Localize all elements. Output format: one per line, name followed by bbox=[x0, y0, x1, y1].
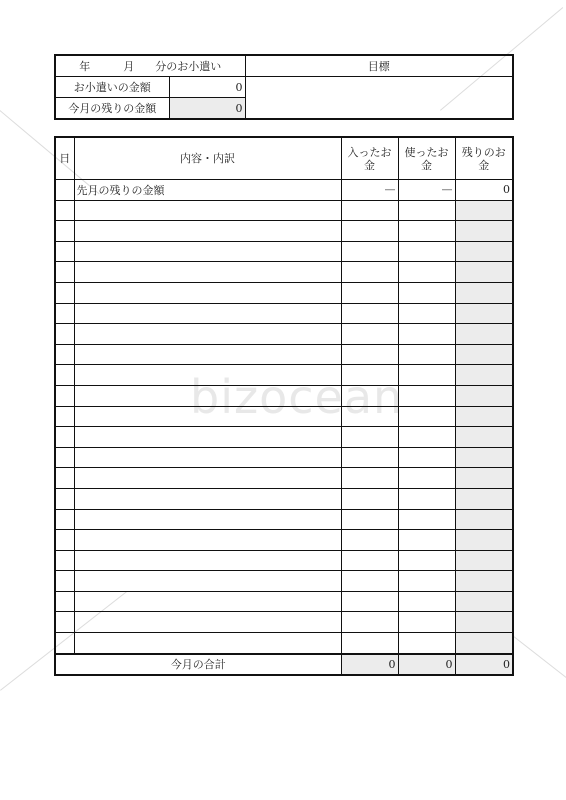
desc-cell[interactable]: 先月の残りの金額 bbox=[74, 180, 341, 201]
day-cell[interactable] bbox=[55, 488, 74, 509]
day-cell[interactable] bbox=[55, 427, 74, 448]
out-cell[interactable] bbox=[398, 488, 455, 509]
in-cell[interactable] bbox=[341, 241, 398, 262]
table-row bbox=[55, 221, 513, 242]
desc-cell[interactable] bbox=[74, 262, 341, 283]
year-label: 年 bbox=[79, 60, 91, 73]
in-cell[interactable] bbox=[341, 488, 398, 509]
out-cell[interactable] bbox=[398, 324, 455, 345]
in-cell[interactable] bbox=[341, 324, 398, 345]
desc-cell[interactable] bbox=[74, 365, 341, 386]
table-row bbox=[55, 180, 513, 201]
table-row bbox=[55, 324, 513, 345]
table-row bbox=[55, 488, 513, 509]
out-cell[interactable] bbox=[398, 530, 455, 551]
rest-cell bbox=[455, 468, 513, 489]
table-row bbox=[55, 282, 513, 303]
day-cell[interactable] bbox=[55, 591, 74, 612]
in-cell[interactable] bbox=[341, 550, 398, 571]
goal-input[interactable] bbox=[245, 77, 513, 120]
remaining-label: 今月の残りの金額 bbox=[55, 98, 169, 120]
total-out: 0 bbox=[398, 654, 455, 675]
in-cell[interactable] bbox=[341, 468, 398, 489]
rest-cell bbox=[455, 612, 513, 633]
desc-cell[interactable] bbox=[74, 303, 341, 324]
table-row bbox=[55, 200, 513, 221]
day-cell[interactable] bbox=[55, 530, 74, 551]
out-cell[interactable] bbox=[398, 344, 455, 365]
total-rest: 0 bbox=[455, 654, 513, 675]
in-cell[interactable] bbox=[341, 221, 398, 242]
desc-cell[interactable] bbox=[74, 488, 341, 509]
table-row bbox=[55, 550, 513, 571]
out-cell[interactable] bbox=[398, 282, 455, 303]
rest-cell bbox=[455, 571, 513, 592]
table-row bbox=[55, 612, 513, 633]
col-day-header: 日 bbox=[55, 137, 74, 180]
in-cell[interactable] bbox=[341, 262, 398, 283]
col-desc-header: 内容・内訳 bbox=[74, 137, 341, 180]
day-cell[interactable] bbox=[55, 262, 74, 283]
col-rest-line2: 金 bbox=[478, 158, 490, 172]
out-cell: — bbox=[398, 180, 455, 201]
summary-table bbox=[54, 54, 514, 120]
rest-cell bbox=[455, 427, 513, 448]
day-cell[interactable] bbox=[55, 303, 74, 324]
col-out-line1: 使ったお bbox=[404, 145, 449, 159]
desc-cell[interactable] bbox=[74, 385, 341, 406]
in-cell: — bbox=[341, 180, 398, 201]
col-in-line2: 金 bbox=[364, 158, 375, 172]
table-row bbox=[55, 303, 513, 324]
desc-cell[interactable] bbox=[74, 468, 341, 489]
in-cell[interactable] bbox=[341, 633, 398, 654]
col-out-line2: 金 bbox=[421, 158, 432, 172]
table-row bbox=[55, 365, 513, 386]
in-cell[interactable] bbox=[341, 385, 398, 406]
out-cell[interactable] bbox=[398, 241, 455, 262]
col-rest-header bbox=[455, 137, 513, 180]
day-cell[interactable] bbox=[55, 447, 74, 468]
ledger-header-row bbox=[55, 137, 513, 180]
desc-cell[interactable] bbox=[74, 221, 341, 242]
rest-cell bbox=[455, 406, 513, 427]
rest-cell bbox=[455, 262, 513, 283]
allowance-value[interactable]: 0 bbox=[169, 77, 245, 98]
day-cell[interactable] bbox=[55, 550, 74, 571]
table-row bbox=[55, 406, 513, 427]
table-row bbox=[55, 344, 513, 365]
day-cell[interactable] bbox=[55, 633, 74, 654]
desc-cell[interactable] bbox=[74, 241, 341, 262]
table-row bbox=[55, 241, 513, 262]
day-cell[interactable] bbox=[55, 571, 74, 592]
table-row bbox=[55, 591, 513, 612]
table-row bbox=[55, 633, 513, 654]
out-cell[interactable] bbox=[398, 509, 455, 530]
day-cell[interactable] bbox=[55, 365, 74, 386]
out-cell[interactable] bbox=[398, 612, 455, 633]
table-row bbox=[55, 571, 513, 592]
in-cell[interactable] bbox=[341, 344, 398, 365]
desc-cell[interactable] bbox=[74, 550, 341, 571]
rest-cell bbox=[455, 488, 513, 509]
in-cell[interactable] bbox=[341, 427, 398, 448]
rest-cell bbox=[455, 530, 513, 551]
table-row bbox=[55, 262, 513, 283]
out-cell[interactable] bbox=[398, 385, 455, 406]
day-cell[interactable] bbox=[55, 468, 74, 489]
in-cell[interactable] bbox=[341, 571, 398, 592]
out-cell[interactable] bbox=[398, 550, 455, 571]
out-cell[interactable] bbox=[398, 427, 455, 448]
ledger-table bbox=[54, 136, 514, 676]
allowance-label: お小遣いの金額 bbox=[55, 77, 169, 98]
day-cell[interactable] bbox=[55, 509, 74, 530]
in-cell[interactable] bbox=[341, 282, 398, 303]
table-row bbox=[55, 385, 513, 406]
col-in-header bbox=[341, 137, 398, 180]
table-row bbox=[55, 530, 513, 551]
day-cell[interactable] bbox=[55, 180, 74, 201]
in-cell[interactable] bbox=[341, 591, 398, 612]
desc-cell[interactable] bbox=[74, 324, 341, 345]
rest-cell bbox=[455, 221, 513, 242]
rest-cell bbox=[455, 241, 513, 262]
out-cell[interactable] bbox=[398, 633, 455, 654]
day-cell[interactable] bbox=[55, 200, 74, 221]
in-cell[interactable] bbox=[341, 447, 398, 468]
desc-cell[interactable] bbox=[74, 200, 341, 221]
rest-cell bbox=[455, 591, 513, 612]
watermark-text: bizocean bbox=[190, 370, 404, 424]
rest-cell bbox=[455, 324, 513, 345]
rest-cell[interactable]: 0 bbox=[455, 180, 513, 201]
col-in-line1: 入ったお bbox=[347, 145, 392, 159]
goal-header: 目標 bbox=[245, 55, 513, 77]
in-cell[interactable] bbox=[341, 365, 398, 386]
out-cell[interactable] bbox=[398, 200, 455, 221]
desc-cell[interactable] bbox=[74, 344, 341, 365]
remaining-value: 0 bbox=[169, 98, 245, 120]
in-cell[interactable] bbox=[341, 406, 398, 427]
day-cell[interactable] bbox=[55, 282, 74, 303]
rest-cell bbox=[455, 303, 513, 324]
rest-cell bbox=[455, 633, 513, 654]
out-cell[interactable] bbox=[398, 221, 455, 242]
out-cell[interactable] bbox=[398, 262, 455, 283]
desc-cell[interactable] bbox=[74, 447, 341, 468]
in-cell[interactable] bbox=[341, 200, 398, 221]
in-cell[interactable] bbox=[341, 303, 398, 324]
desc-cell[interactable] bbox=[74, 509, 341, 530]
day-cell[interactable] bbox=[55, 344, 74, 365]
rest-cell bbox=[455, 282, 513, 303]
rest-cell bbox=[455, 550, 513, 571]
rest-cell bbox=[455, 200, 513, 221]
day-cell[interactable] bbox=[55, 324, 74, 345]
desc-cell[interactable] bbox=[74, 427, 341, 448]
day-cell[interactable] bbox=[55, 221, 74, 242]
desc-cell[interactable] bbox=[74, 282, 341, 303]
title-suffix: 分のお小遣い bbox=[155, 60, 222, 73]
desc-cell[interactable] bbox=[74, 530, 341, 551]
table-row bbox=[55, 447, 513, 468]
out-cell[interactable] bbox=[398, 591, 455, 612]
rest-cell bbox=[455, 365, 513, 386]
desc-cell[interactable] bbox=[74, 591, 341, 612]
in-cell[interactable] bbox=[341, 530, 398, 551]
total-label: 今月の合計 bbox=[55, 654, 341, 675]
rest-cell bbox=[455, 344, 513, 365]
rest-cell bbox=[455, 447, 513, 468]
desc-cell[interactable] bbox=[74, 612, 341, 633]
out-cell[interactable] bbox=[398, 447, 455, 468]
table-row bbox=[55, 468, 513, 489]
day-cell[interactable] bbox=[55, 385, 74, 406]
out-cell[interactable] bbox=[398, 365, 455, 386]
col-out-header bbox=[398, 137, 455, 180]
in-cell[interactable] bbox=[341, 612, 398, 633]
rest-cell bbox=[455, 385, 513, 406]
month-title-cell[interactable] bbox=[55, 55, 245, 77]
col-rest-line1: 残りのお bbox=[461, 145, 506, 159]
out-cell[interactable] bbox=[398, 406, 455, 427]
out-cell[interactable] bbox=[398, 571, 455, 592]
out-cell[interactable] bbox=[398, 468, 455, 489]
rest-cell bbox=[455, 509, 513, 530]
month-label: 月 bbox=[123, 60, 135, 73]
desc-cell[interactable] bbox=[74, 406, 341, 427]
in-cell[interactable] bbox=[341, 509, 398, 530]
table-row bbox=[55, 509, 513, 530]
total-row bbox=[55, 654, 513, 675]
out-cell[interactable] bbox=[398, 303, 455, 324]
day-cell[interactable] bbox=[55, 406, 74, 427]
day-cell[interactable] bbox=[55, 612, 74, 633]
desc-cell[interactable] bbox=[74, 571, 341, 592]
table-row bbox=[55, 427, 513, 448]
day-cell[interactable] bbox=[55, 241, 74, 262]
desc-cell[interactable] bbox=[74, 633, 341, 654]
total-in: 0 bbox=[341, 654, 398, 675]
